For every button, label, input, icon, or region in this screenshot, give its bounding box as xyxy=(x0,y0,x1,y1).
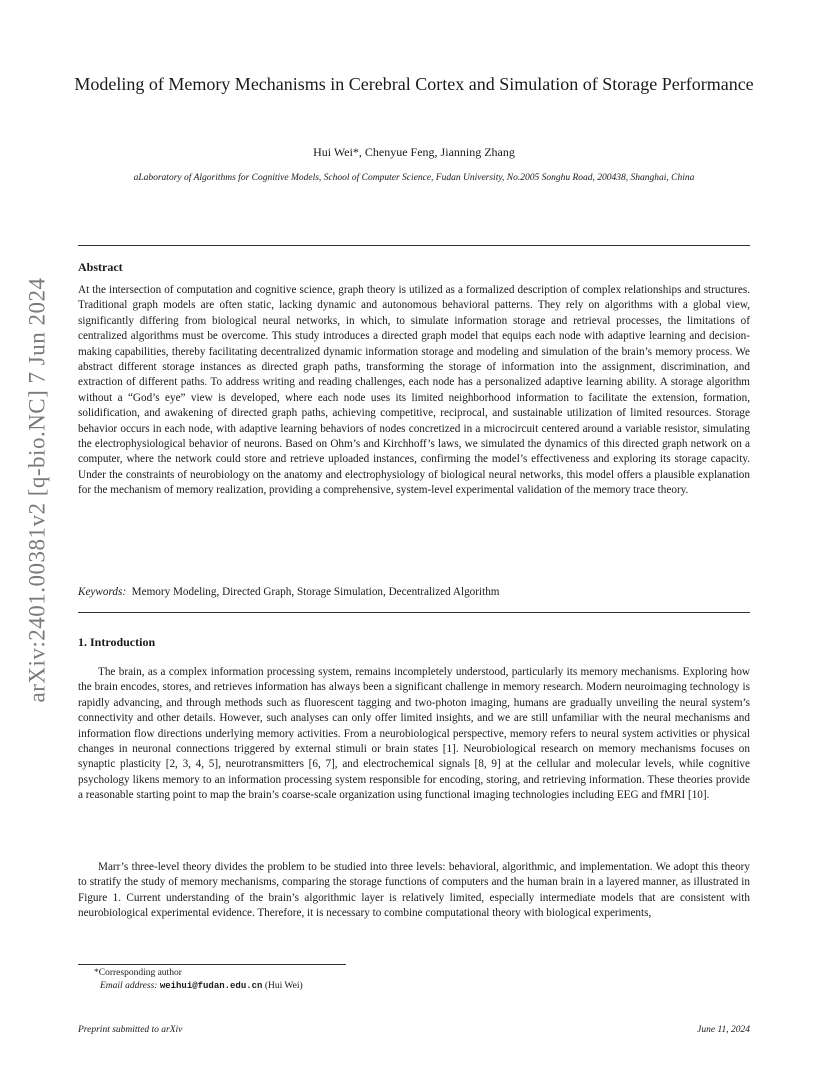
footnote-rule xyxy=(78,964,346,965)
arxiv-identifier[interactable]: arXiv:2401.00381v2 [q-bio.NC] 7 Jun 2024 xyxy=(25,277,50,703)
abstract-top-rule xyxy=(78,245,750,246)
affiliation: aLaboratory of Algorithms for Cognitive Models, School of Computer Science, Fudan University, No.2005 Songhu Road, 200438, Shanghai, China xyxy=(133,173,695,183)
intro-paragraph-1: The brain, as a complex information processing system, remains incompletely understood, particularly its memory mechanisms. Exploring how the brain encodes, stores, and retrieves information has always been a significant challenge in memory research. Modern neuroimaging technology is rapidly advancing, and through methods such as fluorescent tagging and two-photon imaging, humans are gradually unveiling the neural system’s connectivity and other details. However, such analyses can only offer limited insights, and we are still unfamiliar with the neural mechanisms and information flow directions underlying memory activities. From a neurobiological perspective, memory refers to neural system activities or physical changes in neuronal connections triggered by external stimuli or brain states [1]. Neurobiological research on memory mechanisms focuses on synaptic plasticity [2, 3, 4, 5], neurotransmitters [6, 7], and electrochemical signals [8, 9] at the cellular and molecular levels, while cognitive psychology likens memory to an information processing system responsible for encoding, storing, and retrieving information. These theories provide a reasonable starting point to map the brain’s coarse-scale organization using functional imaging technologies including EEG and fMRI [10]. xyxy=(78,666,750,802)
abstract-bottom-rule xyxy=(78,612,750,613)
arxiv-identifier-margin xyxy=(18,277,58,703)
email-name: (Hui Wei) xyxy=(264,981,303,991)
abstract-text: At the intersection of computation and cognitive science, graph theory is utilized as a formalized description of complex relationships and structures. Traditional graph models are often static, lacking dynamic and autonomous behavioral patterns. They rely on algorithms with a global view, significantly differing from biological neural networks, in which, to simulate information storage and retrieval processes, the limitations of centralized algorithms must be overcome. This study introduces a directed graph model that equips each node with adaptive learning and decision-making capabilities, thereby facilitating decentralized dynamic information storage and modeling and simulation of the brain’s memory process. We abstract different storage instances as directed graph paths, transforming the storage of information into the assignment, discrimination, and extraction of different paths. To address writing and reading challenges, each node has a personalized adaptive learning ability. A storage algorithm without a “God’s eye” view is developed, where each node uses its limited neighborhood information to facilitate the extension, formation, solidification, and awakening of directed graph paths, achieving competitive, reciprocal, and sustainable utilization of limited resources. Storage behavior occurs in each node, with adaptive learning behaviors of nodes concretized in a microcircuit centered around a variable resistor, simulating the electrophysiological behavior of neurons. Based on Ohm’s and Kirchhoff’s laws, we simulated the dynamics of this directed graph network on a computer, where the network could store and retrieve uploaded instances, confirming the model’s effectiveness and exploring its storage capacity. Under the constraints of neurobiology on the anatomy and electrophysiology of biological neural networks, this model offers a plausible explanation for the mechanism of memory realization, providing a comprehensive, system-level experimental validation of the memory trace theory. xyxy=(78,284,750,497)
intro-paragraph-2: Marr’s three-level theory divides the problem to be studied into three levels: behavioral, algorithmic, and implementation. We adopt this theory to stratify the study of memory mechanisms, comparing the storage functions of computers and the human brain in a layered manner, as illustrated in Figure 1. Current understanding of the brain’s algorithmic layer is relatively limited, especially intermediate models that are consistent with neurobiological experimental evidence. Therefore, it is necessary to combine computational theory with biological experiments, xyxy=(78,861,750,920)
keywords-value: Memory Modeling, Directed Graph, Storage Simulation, Decentralized Algorithm xyxy=(131,586,500,598)
footer-date: June 11, 2024 xyxy=(697,1025,750,1035)
keywords-label: Keywords: xyxy=(78,586,127,598)
email-link[interactable]: weihui@fudan.edu.cn xyxy=(159,981,263,991)
preprint-note: Preprint submitted to arXiv xyxy=(78,1025,183,1035)
email-label: Email address: xyxy=(100,981,158,991)
abstract-heading: Abstract xyxy=(78,260,123,274)
section-heading-introduction: 1. Introduction xyxy=(78,635,156,649)
footnote xyxy=(94,967,494,993)
corresponding-author-note: *Corresponding author xyxy=(94,968,182,978)
paper-title: Modeling of Memory Mechanisms in Cerebral Cortex and Simulation of Storage Performance xyxy=(74,74,754,94)
author-list: Hui Wei*, Chenyue Feng, Jianning Zhang xyxy=(313,145,515,159)
keywords xyxy=(78,585,750,600)
